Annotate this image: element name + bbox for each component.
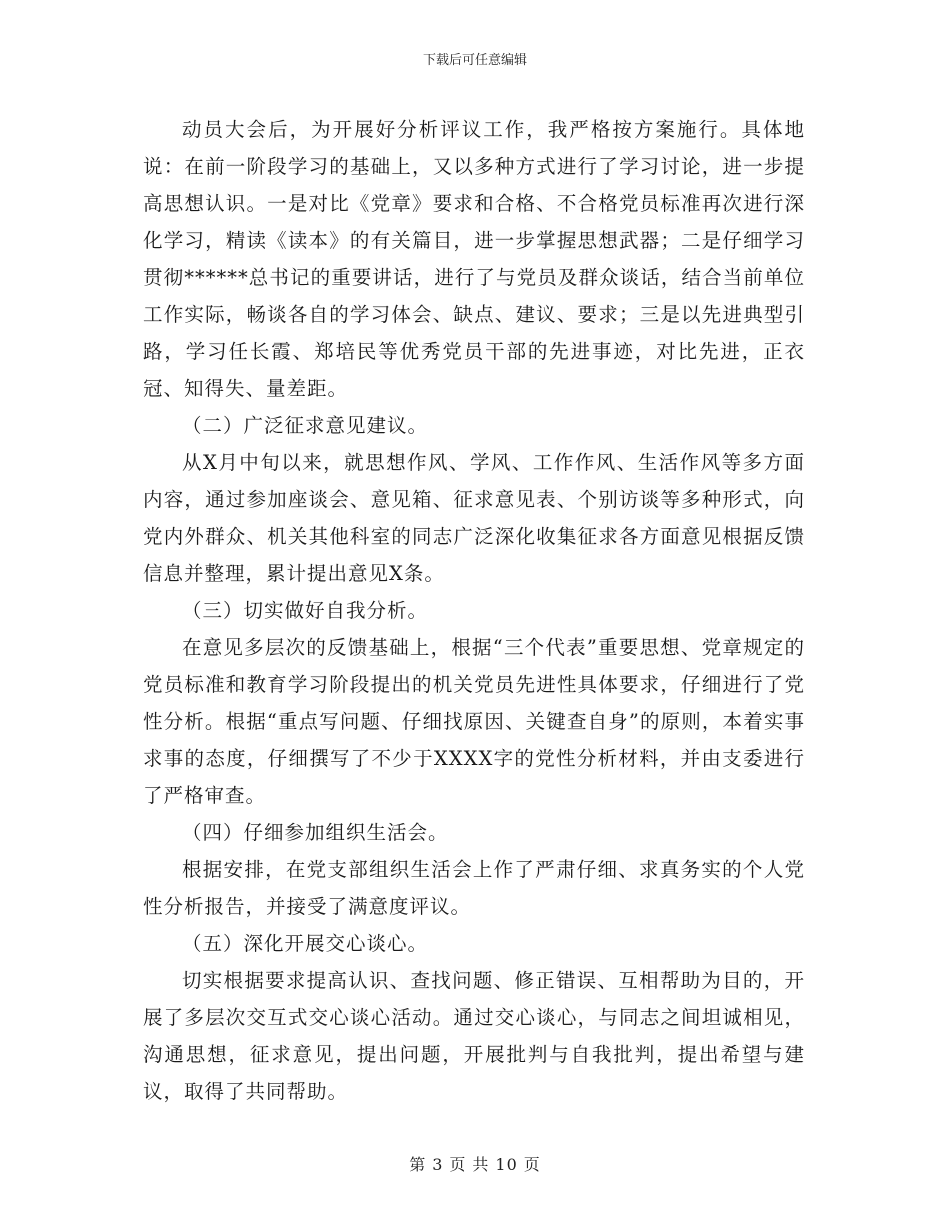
- section-heading: （五）深化开展交心谈心。: [182, 932, 429, 955]
- body-paragraph: 根据安排，在党支部组织生活会上作了严肃仔细、求真务实的个人党性分析报告，并接受了满意度评议。: [143, 858, 805, 918]
- current-page-number: 3: [432, 1155, 444, 1174]
- page-footer: [0, 1155, 950, 1175]
- footer-page-word: 页: [449, 1155, 467, 1174]
- section-heading: （四）仔细参加组织生活会。: [182, 821, 449, 844]
- body-paragraph: 在意见多层次的反馈基础上，根据“三个代表”重要思想、党章规定的党员标准和教育学习阶段提出的机关党员先进性具体要求，仔细进行了党性分析。根据“重点写问题、仔细找原因、关键查自身”的原则，本着实事求事的态度，仔细撰写了不少于XXXX字的党性分析材料，并由支委进行了严格审查。: [143, 636, 805, 807]
- body-paragraph: 从X月中旬以来，就思想作风、学风、工作作风、生活作风等多方面内容，通过参加座谈会、意见箱、征求意见表、个别访谈等多种形式，向党内外群众、机关其他科室的同志广泛深化收集征求各方面意见根据反馈信息并整理，累计提出意见X条。: [143, 451, 805, 585]
- footer-prefix: 第: [409, 1155, 427, 1174]
- section-heading: （二）广泛征求意见建议。: [182, 414, 429, 437]
- body-paragraph: 切实根据要求提高认识、查找问题、修正错误、互相帮助为目的，开展了多层次交互式交心谈心活动。通过交心谈心，与同志之间坦诚相见，沟通思想，征求意见，提出问题，开展批判与自我批判，提出希望与建议，取得了共同帮助。: [143, 969, 805, 1103]
- total-page-count: 10: [495, 1155, 518, 1174]
- page-header: 下载后可任意编辑: [422, 53, 527, 68]
- section-heading: （三）切实做好自我分析。: [182, 599, 429, 622]
- footer-suffix: 页: [523, 1155, 541, 1174]
- body-paragraph: 动员大会后，为开展好分析评议工作，我严格按方案施行。具体地说：在前一阶段学习的基础上，又以多种方式进行了学习讨论，进一步提高思想认识。一是对比《党章》要求和合格、不合格党员标准再次进行深化学习，精读《读本》的有关篇目，进一步掌握思想武器；二是仔细学习贯彻******总书记的重要讲话，进行了与党员及群众谈话，结合当前单位工作实际，畅谈各自的学习体会、缺点、建议、要求；三是以先进典型引路，学习任长霞、郑培民等优秀党员干部的先进事迹，对比先进，正衣冠、知得失、量差距。: [143, 118, 805, 400]
- footer-total-word: 共: [472, 1155, 490, 1174]
- document-body: [143, 111, 805, 1110]
